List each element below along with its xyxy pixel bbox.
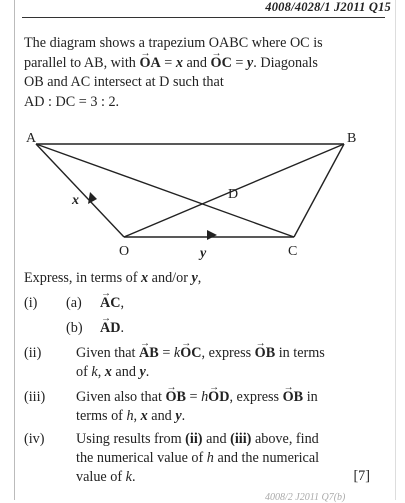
label-x: x [72, 193, 79, 208]
label-o: O [119, 244, 130, 259]
question-ii: (ii) Given that → AB = k→ OC, express → OB in terms of k, x and y. [24, 344, 66, 363]
header-rule [22, 17, 385, 18]
intro-line-2: parallel to AB, with → OA = x and → OC = y. Diagonals [24, 54, 374, 74]
arrow-y-icon [207, 230, 217, 240]
label-d: D [228, 187, 239, 202]
label-y: y [200, 246, 207, 261]
arrow-x-icon [88, 192, 97, 204]
marks-label: [7] [353, 468, 370, 484]
label-b: B [347, 131, 357, 146]
diagonal-ac [36, 144, 294, 237]
intro-line-1: The diagram shows a trapezium OABC where OC is [24, 35, 323, 51]
question-i-b: (b)→ AD. [24, 319, 124, 338]
side-bc [294, 144, 344, 237]
vector-ad: → AD [100, 320, 121, 336]
vector-ac: → AC [100, 295, 121, 311]
express-prompt: Express, in terms of x and/or y, [24, 270, 202, 286]
question-reference: 4008/4028/1 J2011 Q15 [265, 0, 391, 14]
trapezium-diagram [24, 124, 364, 264]
intro-line-4: AD : DC = 3 : 2. [24, 93, 120, 110]
question-iii: (iii) Given also that → OB = h→ OD, express → OB in terms of h, x and y. [24, 388, 66, 407]
vector-oa: → OA [139, 55, 160, 71]
vector-oc: → OC [211, 55, 232, 71]
intro-line-3: OB and AC intersect at D such that [24, 74, 224, 90]
question-i-a: (i) (a)→ AC, [24, 294, 124, 313]
footer-reference: 4008/2 J2011 Q7(b) [265, 492, 346, 503]
question-intro [24, 34, 374, 112]
side-ao [36, 144, 124, 237]
label-a: A [26, 131, 37, 146]
question-iv: (iv) Using results from (ii) and (iii) above, find the numerical value of h and the numerical value of k. [24, 431, 320, 485]
label-c: C [288, 244, 298, 259]
